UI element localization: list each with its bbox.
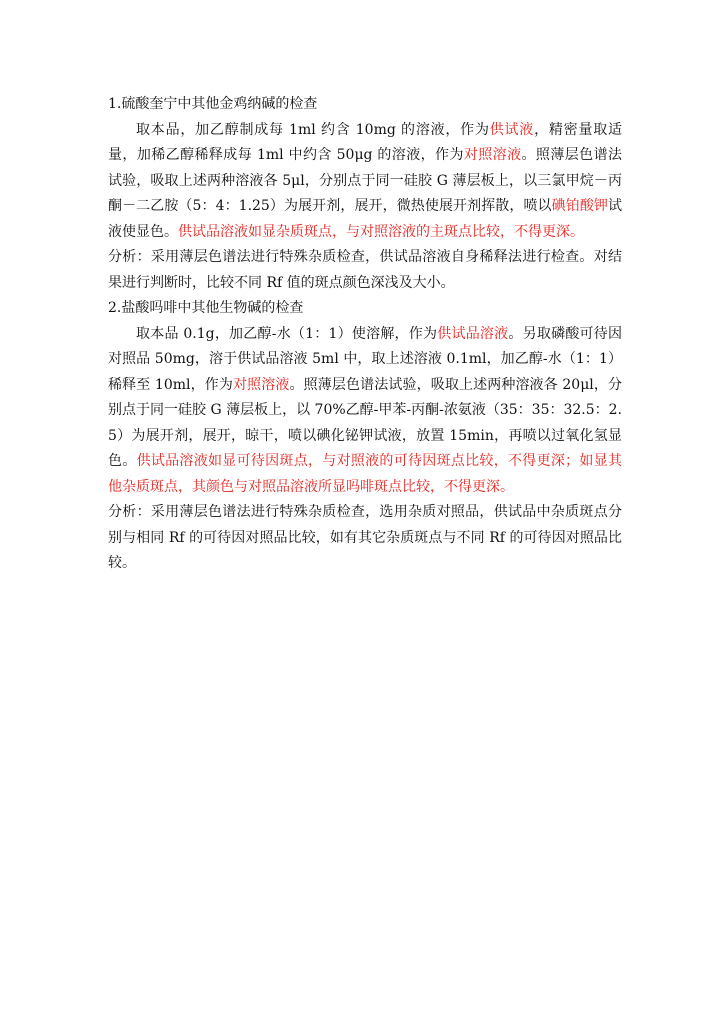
- section-2-text-1: 取本品 0.1g，加乙醇-水（1：1）使溶解，作为: [136, 325, 438, 342]
- section-2-highlight-criterion: 供试品溶液如显可待因斑点，与对照液的可待因斑点比较，不得更深；如显其他杂质斑点，其颜色与对照品溶液所显吗啡斑点比较，不得更深。: [108, 453, 623, 495]
- section-1-highlight-reagent: 碘铂酸钾: [551, 198, 608, 214]
- section-2-highlight-test-solution: 供试品溶液: [437, 325, 509, 342]
- section-2-text-3: 。照薄层色谱法试验，吸取上述两种溶液各 20μl，分别点于同一硅胶 G 薄层板上，以 70%乙醇-甲苯-丙酮-浓氨液（35：35：32.5：2.5）为展开剂，展开，晾干，喷以碘化铋钾试液，放置 15min，再喷以过氧化氢显色。: [108, 376, 623, 469]
- section-1-highlight-test-solution: 供试液: [489, 121, 535, 138]
- section-1-text-1: 取本品，加乙醇制成每 1ml 约含 10mg 的溶液，作为: [136, 121, 490, 138]
- section-1-analysis: 分析：采用薄层色谱法进行特殊杂质检查，供试品溶液自身稀释法进行检查。对结果进行判断时，比较不同 Rf 值的斑点颜色深浅及大小。: [108, 249, 622, 291]
- section-1-highlight-criterion: 供试品溶液如显杂质斑点，与对照溶液的主斑点比较，不得更深。: [178, 223, 584, 240]
- section-1-text-2: ，精密量取适量，加稀乙醇稀释成每 1ml 中约含 50μg 的溶液，作为: [108, 121, 623, 163]
- document-page: [108, 92, 622, 577]
- section-2-highlight-reference-solution: 对照溶液: [233, 376, 290, 393]
- section-2-text-2: 。另取磷酸可待因对照品 50mg，溶于供试品溶液 5ml 中，取上述溶液 0.1ml，加乙醇-水（1：1）稀释至 10ml，作为: [108, 325, 623, 393]
- section-2-heading: 2.盐酸吗啡中其他生物碱的检查: [108, 300, 304, 316]
- section-1-text-4: 试液使显色。: [108, 198, 622, 240]
- section-1-heading: 1.硫酸奎宁中其他金鸡纳碱的检查: [108, 96, 318, 112]
- section-2-analysis: 分析：采用薄层色谱法进行特殊杂质检查，选用杂质对照品，供试品中杂质斑点分别与相同 Rf 的可待因对照品比较，如有其它杂质斑点与不同 Rf 的可待因对照品比较。: [108, 504, 622, 571]
- section-1-text-3: 。照薄层色谱法试验，吸取上述两种溶液各 5μl，分别点于同一硅胶 G 薄层板上，以三氯甲烷－丙酮－二乙胺（5：4：1.25）为展开剂，展开，微热使展开剂挥散，喷以: [108, 147, 622, 214]
- section-1-paragraph: [108, 118, 622, 246]
- section-2-paragraph: [108, 322, 622, 501]
- section-1-highlight-reference-solution: 对照溶液: [463, 147, 522, 163]
